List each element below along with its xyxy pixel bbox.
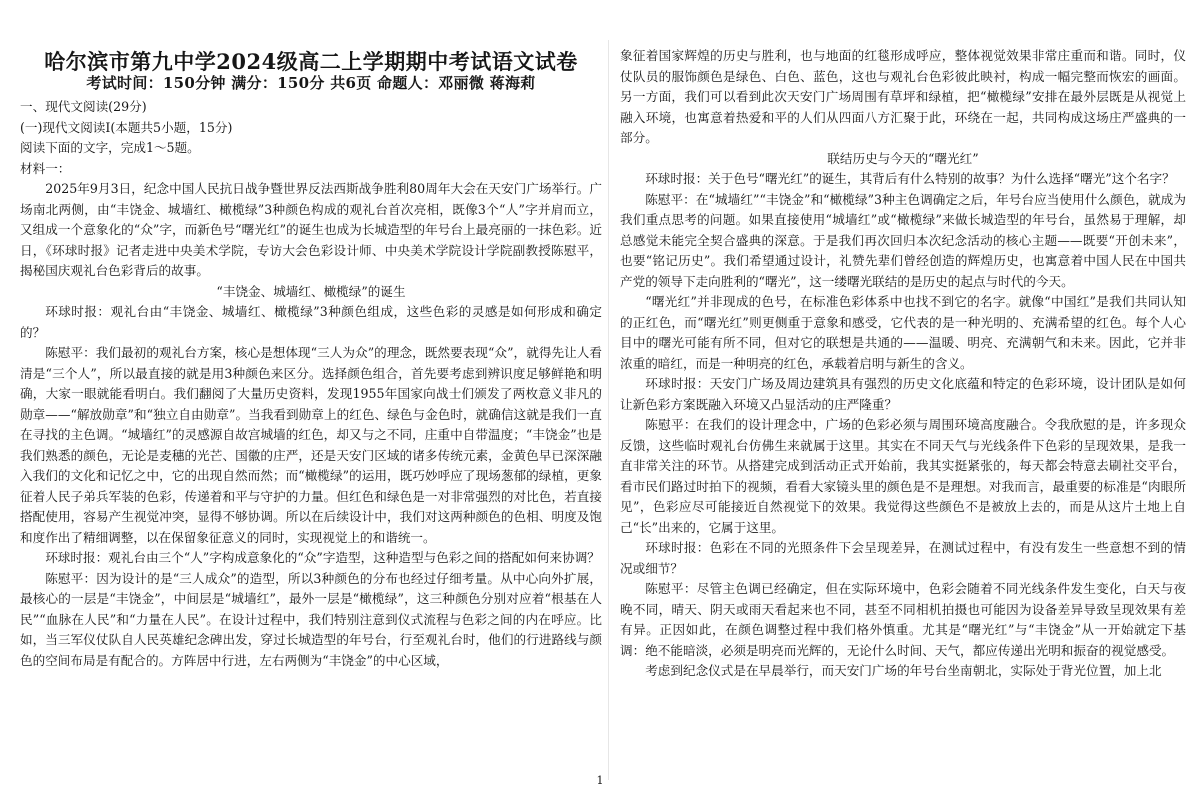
left-column <box>20 97 602 671</box>
paragraph: 陈慰平：在“城墙红”“丰饶金”和“橄榄绿”3种主色调确定之后，年号台应当使用什么颜色，就成为我们重点思考的问题。如果直接使用“城墙红”或“橄榄绿”来做长城造型的年号台，虽然易于理解，却总感觉未能完全契合盛典的深意。于是我们再次回归本次纪念活动的核心主题——既要“开创未来”，也要“铭记历史”。我们希望通过设计，礼赞先辈们曾经创造的辉煌历史，也寓意着中国人民在中国共产党的领导下走向胜利的“曙光”，这一缕曙光联结的是历史的起点与时代的今天。 <box>620 191 1186 289</box>
paragraph: 陈慰平：因为设计的是“三人成众”的造型，所以3种颜色的分布也经过仔细考量。从中心向外扩展，最核心的一层是“丰饶金”，中间层是“城墙红”，最外一层是“橄榄绿”，这三种颜色分别对应着“根基在人民”“血脉在人民”和“力量在人民”。在设计过程中，我们特别注意到仪式流程与色彩之间的内在呼应。比如，当三军仪仗队自人民英雄纪念碑出发，穿过长城造型的年号台，行至观礼台时，他们的行进路线与颜色的空间布局是有配合的。方阵居中行进，左右两侧为“丰饶金”的中心区域， <box>20 570 602 668</box>
paragraph: 环球时报：色彩在不同的光照条件下会呈现差异，在测试过程中，有没有发生一些意想不到的情况或细节？ <box>620 540 1186 576</box>
paragraph: “曙光红”并非现成的色号，在标准色彩体系中也找不到它的名字。就像“中国红”是我们共同认知的正红色，而“曙光红”则更侧重于意象和感受，它代表的是一种光明的、充满希望的红色。每个人心目中的曙光可能有所不同，但对它的联想是共通的——温暖、明亮、充满朝气和未来。因此，它并非浓重的暗红，而是一种明亮的红色，承载着启明与新生的含义。 <box>620 294 1186 371</box>
exam-info: 考试时间：150分钟 满分：150分 共6页 命题人：邓丽微 蒋海莉 <box>86 74 536 92</box>
page-fold-divider <box>608 40 609 780</box>
paragraph: 2025年9月3日，纪念中国人民抗日战争暨世界反法西斯战争胜利80周年大会在天安门广场举行。广场南北两侧，由“丰饶金、城墙红、橄榄绿”3种颜色构成的观礼台首次亮相，既像3个“人”字并肩而立，又组成一个意象化的“众”字，而新色号“曙光红”的诞生也成为长城造型的年号台上最亮丽的一抹色彩。近日，《环球时报》记者走进中央美术学院，专访大会色彩设计师、中央美术学院设计学院副教授陈慰平，揭秘国庆观礼台色彩背后的故事。 <box>20 181 602 278</box>
paragraph: 环球时报：关于色号“曙光红”的诞生，其背后有什么特别的故事？为什么选择“曙光”这个名字？ <box>645 171 1175 186</box>
paragraph: 环球时报：天安门广场及周边建筑具有强烈的历史文化底蕴和特定的色彩环境，设计团队是如何让新色彩方案既融入环境又凸显活动的庄严隆重？ <box>620 376 1186 412</box>
material-label: 材料一： <box>20 160 71 176</box>
paragraph: 考虑到纪念仪式是在早晨举行，而天安门广场的年号台坐南朝北，实际处于背光位置，加上北 <box>645 663 1162 678</box>
reading-instruction: 阅读下面的文字，完成1～5题。 <box>20 140 200 155</box>
right-column <box>620 46 1186 682</box>
subsection-heading: (一)现代文阅读Ⅰ(本题共5小题，15分) <box>20 119 233 135</box>
subheading: 联结历史与今天的“曙光红” <box>827 150 979 166</box>
paragraph: 陈慰平：我们最初的观礼台方案，核心是想体现“三人为众”的理念，既然要表现“众”，就得先让人看清是“三个人”，所以最直接的就是用3种颜色来区分。选择颜色组合，首先要考虑到辨识度足够鲜艳和明确，大家一眼就能看明白。我们翻阅了大量历史资料，发现1955年国家向战士们颁发了两枚意义非凡的勋章——“解放勋章”和“独立自由勋章”。当我看到勋章上的红色、绿色与金色时，就确信这就是我们一直在寻找的主色调。“城墙红”的灵感源自故宫城墙的红色，却又与之不同，庄重中自带温度；“丰饶金”也是我们熟悉的颜色，无论是麦穗的光芒、国徽的庄严，还是天安门区域的诸多传统元素，金黄色早已深深融入我们的文化和记忆之中，它的出现自然而然；而“橄榄绿”的运用，既巧妙呼应了现场葱郁的绿植，更象征着人民子弟兵军装的色彩，传递着和平与守护的力量。但红色和绿色是一对非常强烈的对比色，若直接搭配使用，容易产生视觉冲突，显得不够协调。所以在后续设计中，我们对这两种颜色的色相、明度及饱和度作出了精细调整，以在保留象征意义的同时，实现视觉上的和谐统一。 <box>20 345 602 545</box>
subheading: “丰饶金、城墙红、橄榄绿”的诞生 <box>216 283 406 299</box>
section-heading: 一、现代文阅读(29分) <box>20 99 147 114</box>
paragraph: 环球时报：观礼台由三个“人”字构成意象化的“众”字造型，这种造型与色彩之间的搭配如何来协调？ <box>45 550 600 565</box>
paragraph: 象征着国家辉煌的历史与胜利，也与地面的红毯形成呼应，整体视觉效果非常庄重而和谐。同时，仪仗队员的服饰颜色是绿色、白色、蓝色，这也与观礼台色彩彼此映衬，构成一幅完整而恢宏的画面。另一方面，我们可以看到此次天安门广场周围有草坪和绿植，把“橄榄绿”安排在最外层既是从视觉上融入环境，也寓意着热爱和平的人们从四面八方汇聚于此，环绕在一起，共同构成这场庄严盛典的一部分。 <box>620 48 1186 145</box>
page-number: 1 <box>596 774 604 787</box>
paragraph: 陈慰平：尽管主色调已经确定，但在实际环境中，色彩会随着不同光线条件发生变化，白天与夜晚不同，晴天、阴天或雨天看起来也不同，甚至不同相机拍摄也可能因为设备差异导致呈现效果有差有异。正因如此，在颜色调整过程中我们格外慎重。尤其是“曙光红”与“丰饶金”从一开始就定下基调：绝不能暗淡，必须是明亮而光辉的，无论什么时间、天气，都应传递出光明和振奋的视觉感受。 <box>620 581 1186 658</box>
exam-title: 哈尔滨市第九中学2024级高二上学期期中考试语文试卷 <box>44 49 578 74</box>
paragraph: 环球时报：观礼台由“丰饶金、城墙红、橄榄绿”3种颜色组成，这些色彩的灵感是如何形成和确定的？ <box>20 304 602 340</box>
paragraph: 陈慰平：在我们的设计理念中，广场的色彩必须与周围环境高度融合。令我欣慰的是，许多现众反馈，这些临时观礼台仿佛生来就属于这里。其实在不同天气与光线条件下色彩的呈现效果，是我一直非常关注的环节。从搭建完成到活动正式开始前，我其实挺紧张的，每天都会特意去刷社交平台，看市民们路过时拍下的视频，看看大家镜头里的颜色是不是理想。对我而言，最重要的标准是“肉眼所见”，色彩应尽可能接近自然视觉下的效果。我觉得这些颜色不是被放上去的，而是从这片土地上自己“长”出来的，它属于这里。 <box>620 417 1186 535</box>
